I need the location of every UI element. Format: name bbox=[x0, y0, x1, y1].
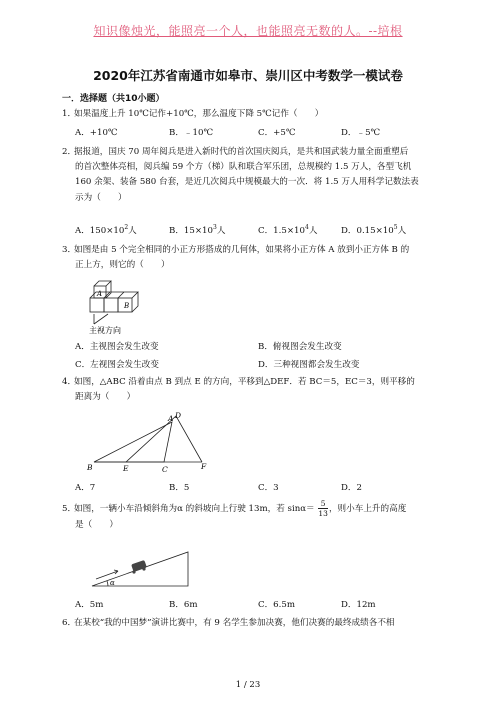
question-text-line: 的首次整体亮相，阅兵编 59 个方（梯）队和联合军乐团，总规模约 1.5 万人，各型飞机 bbox=[75, 162, 412, 173]
question-4 bbox=[62, 375, 434, 405]
label-alpha: α bbox=[110, 579, 115, 587]
label-e: E bbox=[123, 464, 129, 473]
label-c: C bbox=[162, 465, 168, 474]
question-text-line: 距离为（ ） bbox=[75, 392, 136, 403]
question-text: 如果温度上升 10℃记作+10℃，那么温度下降 5℃记作（ ） bbox=[74, 109, 324, 119]
question-5 bbox=[62, 499, 434, 533]
page-title: 2020年江苏省南通市如皋市、崇川区中考数学一模试卷 bbox=[93, 68, 403, 83]
question-number: 2． bbox=[62, 147, 77, 157]
view-direction-label: 主视方向 bbox=[89, 326, 121, 334]
option-d: D．﹣5℃ bbox=[341, 128, 381, 138]
question-text-line: 在某校“我的中国梦”演讲比赛中，有 9 名学生参加决赛，他们决赛的最终成绩各不相 bbox=[74, 618, 395, 628]
question-1 bbox=[62, 107, 434, 122]
question-number: 1． bbox=[62, 109, 77, 119]
option-a: A．7 bbox=[75, 483, 96, 493]
question-text-line: 如图，△ABC 沿着由点 B 到点 E 的方向，平移到△DEF．若 BC＝5，EC＝3，则平移的 bbox=[74, 377, 415, 387]
question-text-line: 正上方，则它的（ ） bbox=[75, 260, 170, 271]
header-motto: 知识像烛光，能照亮一个人，也能照亮无数的人。--培根 bbox=[93, 24, 403, 38]
option-a: A．5m bbox=[75, 600, 104, 610]
option-b: B．俯视图会发生改变 bbox=[258, 342, 342, 352]
section-heading: 一．选择题（共10小题） bbox=[62, 94, 165, 104]
option-a: A．主视图会发生改变 bbox=[75, 342, 159, 352]
question-number: 5． bbox=[62, 504, 77, 514]
option-d: D．$0.15\times 10^5$人 bbox=[341, 224, 407, 236]
question-text-line: 160 余架、装备 580 台套，是近几次阅兵中规模最大的一次．将 1.5 万人用科学记数法表 bbox=[75, 177, 419, 188]
option-a: A．$150\times 10^2$人 bbox=[75, 224, 137, 236]
car-icon bbox=[131, 560, 147, 574]
question-text-line: 如图，一辆小车沿倾斜角为α 的斜坡向上行驶 13m，若 sinα＝ bbox=[74, 504, 315, 514]
option-c: C．3 bbox=[258, 483, 279, 493]
option-b: B．5 bbox=[169, 483, 190, 493]
question-3 bbox=[62, 243, 434, 273]
option-c: C．左视图会发生改变 bbox=[75, 360, 159, 370]
label-a: A bbox=[97, 290, 103, 298]
fraction bbox=[318, 499, 328, 518]
option-a: A．+10℃ bbox=[75, 128, 118, 138]
fraction-denominator: 13 bbox=[318, 509, 328, 518]
triangle-translation-figure bbox=[86, 412, 216, 474]
question-number: 3． bbox=[62, 245, 77, 255]
question-text-line: ，则小车上升的高度 bbox=[328, 504, 407, 514]
option-b: B．$15\times 10^3$人 bbox=[169, 224, 226, 236]
question-text-line: 如图是由 5 个完全相同的小正方形搭成的几何体，如果将小正方体 A 放到小正方体 B 的 bbox=[74, 245, 410, 255]
question-6 bbox=[62, 616, 434, 631]
slope-car-figure bbox=[88, 546, 192, 592]
label-b: B bbox=[124, 302, 130, 310]
question-2 bbox=[62, 145, 434, 206]
option-b: B．﹣10℃ bbox=[169, 128, 214, 138]
cube-figure bbox=[88, 280, 158, 334]
option-b: B．6m bbox=[169, 600, 198, 610]
question-text-line: 据报道，国庆 70 周年阅兵是进入新时代的首次国庆阅兵，是共和国武装力量全面重塑后 bbox=[74, 147, 409, 157]
question-text-line: 示为（ ） bbox=[75, 192, 127, 203]
option-d: D．2 bbox=[341, 483, 362, 493]
option-c: C．+5℃ bbox=[258, 128, 296, 138]
question-number: 6． bbox=[62, 618, 77, 628]
option-d: D．三种视图都会发生改变 bbox=[258, 360, 360, 370]
question-number: 4． bbox=[62, 377, 77, 387]
fraction-numerator: 5 bbox=[318, 499, 328, 509]
option-c: C．6.5m bbox=[258, 600, 295, 610]
label-a: A bbox=[168, 414, 174, 423]
label-f: F bbox=[201, 462, 207, 471]
page-number: 1 / 23 bbox=[235, 680, 261, 690]
option-c: C．$1.5\times 10^4$人 bbox=[258, 224, 318, 236]
label-b: B bbox=[87, 463, 93, 472]
option-d: D．12m bbox=[341, 600, 376, 610]
label-d: D bbox=[175, 412, 182, 420]
question-text-line: 是（ ） bbox=[75, 520, 118, 530]
